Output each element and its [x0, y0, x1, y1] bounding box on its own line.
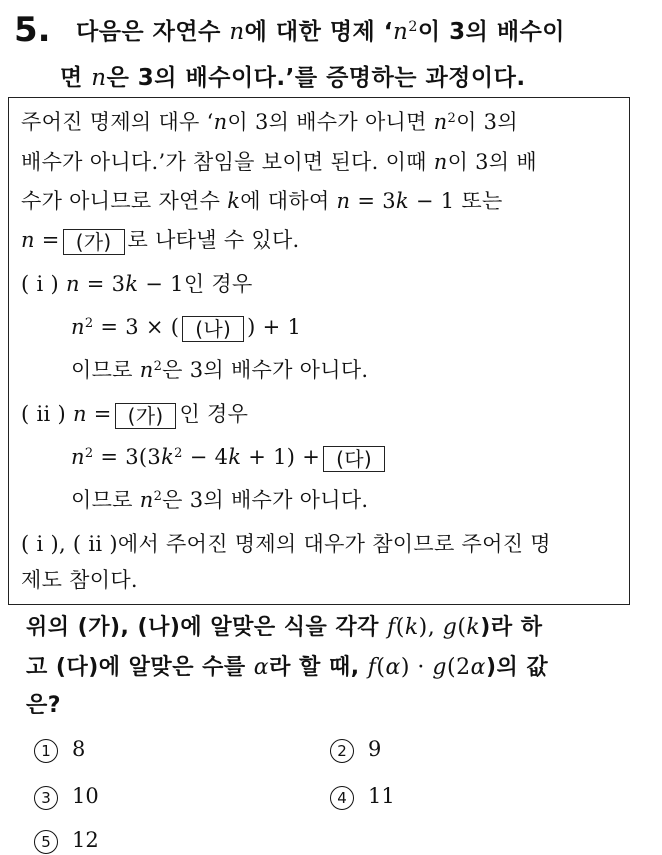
proof-line-3: 수가 아니므로 자연수 k에 대하여 n = 3k − 1 또는 — [21, 189, 503, 213]
option-1-mark: 1 — [34, 739, 58, 763]
ask-line-1: 위의 (가), (나)에 알맞은 식을 각각 f(k), g(k)라 하 — [26, 615, 543, 640]
case-1-heading: ( i ) n = 3k − 1인 경우 — [21, 272, 253, 296]
option-3-value: 10 — [72, 784, 99, 808]
proof-line-1: 주어진 명제의 대우 ‘n이 3의 배수가 아니면 $n^2$이 3의 — [21, 110, 518, 134]
option-1-value: 8 — [72, 737, 86, 761]
option-3-mark: 3 — [34, 786, 58, 810]
case-1-conclusion: 이므로 $n^2$은 3의 배수가 아니다. — [71, 358, 369, 382]
option-4-value: 11 — [368, 784, 395, 808]
option-4[interactable] — [330, 782, 395, 810]
proof-conclusion-line-2: 제도 참이다. — [21, 568, 138, 592]
question-number: 5. — [14, 10, 51, 50]
proof-line-2: 배수가 아니다.’가 참임을 보이면 된다. 이때 n이 3의 배 — [21, 150, 537, 174]
case-1-equation: $n^2 = 3$ × ( (나) ) + 1 — [71, 315, 302, 341]
option-2-value: 9 — [368, 737, 382, 761]
proof-line-4: n = (가) 로 나타낼 수 있다. — [21, 228, 300, 254]
option-5-mark: 5 — [34, 830, 58, 854]
ask-line-3: 은? — [26, 693, 62, 718]
option-4-mark: 4 — [330, 786, 354, 810]
case-2-equation: $n^2 = 3(3k^2 - 4k + 1)$ + (다) — [71, 443, 388, 472]
case-2-heading: ( ii ) n = (가) 인 경우 — [21, 402, 249, 428]
option-2[interactable] — [330, 735, 381, 763]
ask-line-2: 고 (다)에 알맞은 수를 α라 할 때, f(α) · g(2α)의 값 — [26, 655, 549, 680]
blank-ga-2: (가) — [115, 403, 177, 429]
blank-da: (다) — [323, 446, 385, 472]
case-2-conclusion: 이므로 $n^2$은 3의 배수가 아니다. — [71, 488, 369, 512]
question-statement-line-2: 면 n은 3의 배수이다.’를 증명하는 과정이다. — [60, 65, 526, 91]
option-3[interactable] — [34, 782, 99, 810]
option-5[interactable] — [34, 826, 99, 854]
option-2-mark: 2 — [330, 739, 354, 763]
proof-conclusion-line-1: ( i ), ( ii )에서 주어진 명제의 대우가 참이므로 주어진 명 — [21, 532, 551, 556]
option-5-value: 12 — [72, 828, 99, 852]
blank-na: (나) — [182, 316, 244, 342]
blank-ga: (가) — [63, 229, 125, 255]
question-statement-line-1: 다음은 자연수 n에 대한 명제 ‘$n^2$이 3의 배수이 — [76, 19, 566, 45]
proof-box — [8, 97, 630, 605]
option-1[interactable] — [34, 735, 85, 763]
